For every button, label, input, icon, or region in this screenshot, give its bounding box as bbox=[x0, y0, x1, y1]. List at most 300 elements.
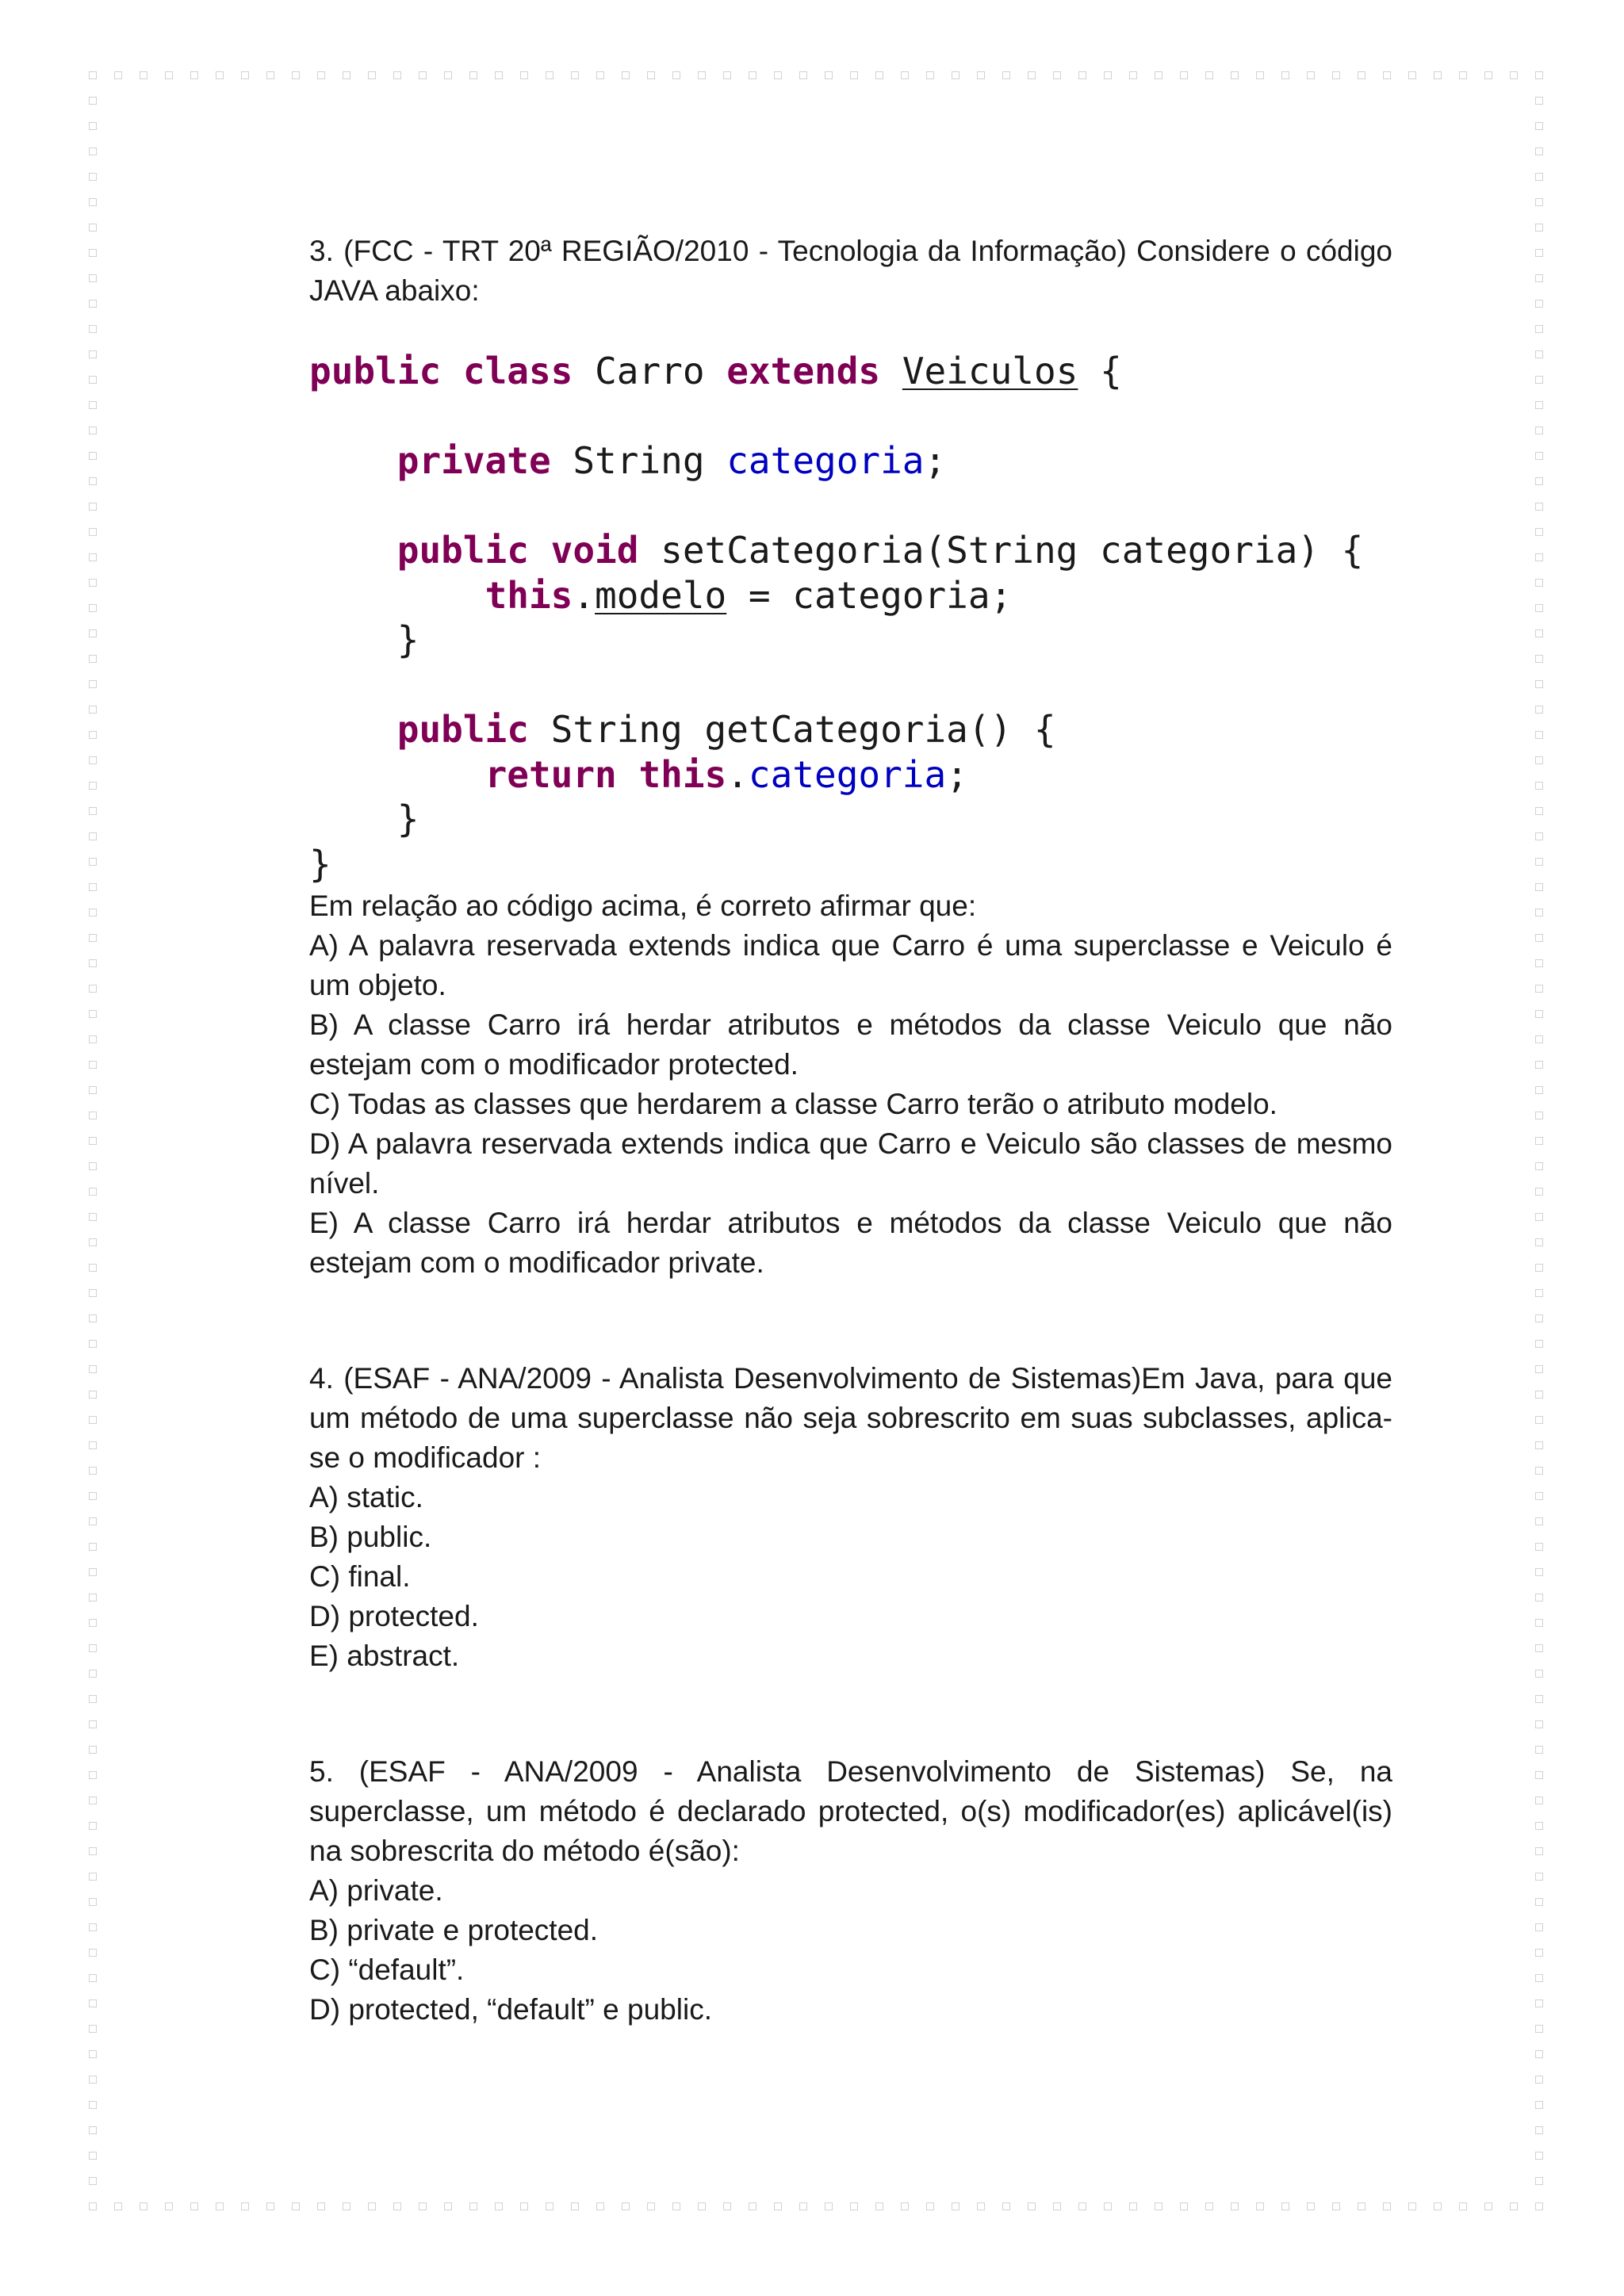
code-statement: = categoria; bbox=[726, 573, 1013, 617]
border-square bbox=[901, 2202, 909, 2210]
border-square bbox=[89, 1035, 97, 1043]
border-square bbox=[1535, 1213, 1543, 1221]
border-square bbox=[1205, 2202, 1213, 2210]
border-square bbox=[89, 427, 97, 434]
border-square bbox=[1535, 1340, 1543, 1348]
border-square bbox=[89, 1949, 97, 1957]
border-square bbox=[1231, 2202, 1239, 2210]
question-5-option-c: C) “default”. bbox=[309, 1954, 465, 1986]
border-square bbox=[89, 706, 97, 714]
border-square bbox=[1535, 1720, 1543, 1728]
border-square bbox=[1535, 629, 1543, 637]
border-square bbox=[1155, 71, 1162, 79]
border-square bbox=[1459, 71, 1467, 79]
border-square bbox=[1332, 2202, 1340, 2210]
code-punct: . bbox=[726, 752, 749, 796]
border-square bbox=[165, 2202, 173, 2210]
border-square bbox=[89, 452, 97, 460]
border-square bbox=[89, 401, 97, 409]
border-square bbox=[520, 2202, 528, 2210]
code-brace: } bbox=[396, 798, 419, 840]
question-4 bbox=[309, 1359, 1392, 1676]
border-square bbox=[1281, 71, 1289, 79]
border-square bbox=[1535, 858, 1543, 866]
border-square bbox=[1535, 2202, 1543, 2210]
border-square bbox=[1484, 2202, 1492, 2210]
border-square bbox=[1535, 832, 1543, 840]
border-square bbox=[1535, 325, 1543, 333]
code-punct: ; bbox=[924, 439, 947, 482]
border-square bbox=[749, 2202, 756, 2210]
border-square bbox=[89, 832, 97, 840]
border-square bbox=[89, 2076, 97, 2084]
border-square bbox=[1535, 1949, 1543, 1957]
border-square bbox=[1028, 2202, 1036, 2210]
border-square bbox=[647, 2202, 655, 2210]
border-square bbox=[89, 909, 97, 916]
border-square bbox=[89, 2101, 97, 2109]
border-square bbox=[89, 1517, 97, 1525]
border-square bbox=[89, 1492, 97, 1500]
spacer bbox=[309, 1676, 1392, 1752]
code-keyword: this bbox=[485, 573, 573, 617]
border-square bbox=[1535, 1999, 1543, 2007]
border-square bbox=[241, 2202, 249, 2210]
border-square bbox=[190, 2202, 198, 2210]
border-square bbox=[89, 2177, 97, 2185]
code-type: String bbox=[573, 439, 705, 482]
border-square bbox=[1535, 1188, 1543, 1196]
border-square bbox=[1535, 782, 1543, 790]
border-square bbox=[89, 1061, 97, 1069]
border-square bbox=[1256, 71, 1264, 79]
border-square bbox=[1408, 71, 1416, 79]
border-square bbox=[1383, 71, 1391, 79]
border-square bbox=[1535, 1264, 1543, 1272]
code-brace: { bbox=[1100, 350, 1122, 392]
border-square bbox=[1307, 2202, 1315, 2210]
border-square bbox=[622, 2202, 630, 2210]
border-square bbox=[190, 71, 198, 79]
border-square bbox=[1535, 1797, 1543, 1804]
border-square bbox=[1535, 1771, 1543, 1779]
border-square bbox=[1535, 706, 1543, 714]
border-square bbox=[1053, 71, 1061, 79]
border-square bbox=[1535, 807, 1543, 815]
border-square bbox=[1104, 71, 1112, 79]
border-square bbox=[520, 71, 528, 79]
border-square bbox=[89, 934, 97, 942]
border-square bbox=[89, 1594, 97, 1601]
border-square bbox=[266, 2202, 274, 2210]
border-square bbox=[89, 1797, 97, 1804]
code-field: categoria bbox=[726, 439, 925, 482]
border-square bbox=[89, 579, 97, 587]
border-square bbox=[140, 71, 147, 79]
question-4-option-c: C) final. bbox=[309, 1560, 411, 1593]
border-square bbox=[977, 71, 985, 79]
border-square bbox=[1535, 1822, 1543, 1830]
border-square bbox=[89, 97, 97, 105]
border-square bbox=[89, 122, 97, 130]
code-keyword: public bbox=[396, 708, 529, 751]
border-square bbox=[89, 1112, 97, 1119]
border-square bbox=[1332, 71, 1340, 79]
border-square bbox=[89, 1086, 97, 1094]
border-square bbox=[901, 71, 909, 79]
border-square bbox=[799, 71, 807, 79]
border-square bbox=[1535, 1847, 1543, 1855]
border-square bbox=[1002, 2202, 1010, 2210]
border-square bbox=[1510, 71, 1518, 79]
border-square bbox=[1535, 224, 1543, 232]
code-keyword: this bbox=[638, 752, 727, 796]
border-square bbox=[89, 1137, 97, 1145]
border-square bbox=[1535, 477, 1543, 485]
border-square bbox=[89, 1720, 97, 1728]
border-square bbox=[1205, 71, 1213, 79]
code-class-name: Carro bbox=[595, 350, 705, 392]
border-square bbox=[317, 71, 325, 79]
border-square bbox=[89, 325, 97, 333]
border-square bbox=[89, 2202, 97, 2210]
border-square bbox=[1535, 1238, 1543, 1246]
border-square bbox=[647, 71, 655, 79]
border-square bbox=[1535, 147, 1543, 155]
border-square bbox=[698, 71, 706, 79]
border-square bbox=[1535, 1061, 1543, 1069]
code-keyword: extends bbox=[726, 350, 881, 392]
border-square bbox=[1535, 1492, 1543, 1500]
border-square bbox=[977, 2202, 985, 2210]
border-square bbox=[89, 756, 97, 764]
code-field: modelo bbox=[595, 573, 727, 617]
border-square bbox=[850, 71, 858, 79]
border-square bbox=[672, 71, 680, 79]
border-square bbox=[1535, 71, 1543, 79]
border-square bbox=[1535, 934, 1543, 942]
border-square bbox=[89, 604, 97, 612]
border-square bbox=[89, 959, 97, 967]
border-square bbox=[89, 1898, 97, 1906]
code-keyword: void bbox=[550, 529, 639, 572]
border-square bbox=[1535, 1112, 1543, 1119]
border-square bbox=[89, 376, 97, 384]
question-5-option-d: D) protected, “default” e public. bbox=[309, 1993, 712, 2026]
border-square bbox=[1535, 1695, 1543, 1703]
border-square bbox=[89, 680, 97, 688]
border-square bbox=[89, 1467, 97, 1475]
border-square bbox=[89, 1264, 97, 1272]
border-square bbox=[1535, 1974, 1543, 1982]
border-square bbox=[1535, 1543, 1543, 1551]
border-square bbox=[698, 2202, 706, 2210]
border-square bbox=[419, 71, 427, 79]
border-square bbox=[1281, 2202, 1289, 2210]
border-square bbox=[89, 553, 97, 561]
border-square bbox=[875, 2202, 883, 2210]
border-square bbox=[89, 1188, 97, 1196]
border-square bbox=[1129, 2202, 1137, 2210]
border-square bbox=[1256, 2202, 1264, 2210]
border-square bbox=[672, 2202, 680, 2210]
border-square bbox=[1535, 1923, 1543, 1931]
border-square bbox=[1535, 122, 1543, 130]
code-method-signature: setCategoria(String categoria) { bbox=[661, 529, 1364, 572]
border-square bbox=[1231, 71, 1239, 79]
border-square bbox=[1535, 985, 1543, 993]
border-square bbox=[89, 2025, 97, 2033]
border-square bbox=[1535, 1365, 1543, 1373]
border-square bbox=[317, 2202, 325, 2210]
question-3-option-b: B) A classe Carro irá herdar atributos e métodos da classe Veiculo que não estejam com o modificador protected. bbox=[309, 1008, 1392, 1081]
border-square bbox=[1535, 1441, 1543, 1449]
border-square bbox=[89, 1999, 97, 2007]
border-square bbox=[1028, 71, 1036, 79]
border-square bbox=[1078, 71, 1086, 79]
border-square bbox=[1484, 71, 1492, 79]
border-square bbox=[1535, 883, 1543, 891]
border-square bbox=[1535, 680, 1543, 688]
border-square bbox=[571, 71, 579, 79]
border-square bbox=[89, 858, 97, 866]
border-square bbox=[368, 2202, 376, 2210]
border-square bbox=[1535, 300, 1543, 308]
border-square bbox=[444, 2202, 452, 2210]
border-square bbox=[1078, 2202, 1086, 2210]
border-square bbox=[89, 1568, 97, 1576]
border-square bbox=[292, 71, 300, 79]
spacer bbox=[309, 1283, 1392, 1359]
border-square bbox=[89, 503, 97, 511]
border-square bbox=[1535, 1391, 1543, 1399]
border-square bbox=[368, 71, 376, 79]
border-square bbox=[1104, 2202, 1112, 2210]
code-keyword: public bbox=[396, 529, 529, 572]
border-square bbox=[89, 731, 97, 739]
code-keyword: public bbox=[309, 350, 442, 392]
border-square bbox=[1535, 959, 1543, 967]
border-square bbox=[774, 71, 782, 79]
border-square bbox=[1408, 2202, 1416, 2210]
border-square bbox=[89, 1847, 97, 1855]
border-square bbox=[596, 71, 604, 79]
question-4-option-d: D) protected. bbox=[309, 1600, 479, 1632]
border-square bbox=[89, 1314, 97, 1322]
border-square bbox=[1535, 756, 1543, 764]
border-square bbox=[1535, 2050, 1543, 2058]
border-square bbox=[89, 198, 97, 206]
border-square bbox=[89, 477, 97, 485]
border-square bbox=[926, 71, 934, 79]
border-square bbox=[393, 71, 401, 79]
border-square bbox=[1180, 2202, 1188, 2210]
border-square bbox=[1180, 71, 1188, 79]
border-square bbox=[89, 782, 97, 790]
border-square bbox=[419, 2202, 427, 2210]
border-square bbox=[114, 71, 122, 79]
border-square bbox=[825, 2202, 833, 2210]
question-4-option-a: A) static. bbox=[309, 1481, 423, 1513]
border-square bbox=[216, 2202, 224, 2210]
border-square bbox=[165, 71, 173, 79]
question-5 bbox=[309, 1752, 1392, 2030]
border-square bbox=[469, 71, 477, 79]
border-square bbox=[89, 1923, 97, 1931]
java-code-block bbox=[309, 349, 1392, 886]
code-superclass-name: Veiculos bbox=[902, 350, 1078, 392]
border-square bbox=[89, 1238, 97, 1246]
border-square bbox=[393, 2202, 401, 2210]
border-square bbox=[1155, 2202, 1162, 2210]
border-square bbox=[1535, 2152, 1543, 2160]
question-3-option-e: E) A classe Carro irá herdar atributos e métodos da classe Veiculo que não estejam com o modificador private. bbox=[309, 1207, 1392, 1279]
border-square bbox=[89, 300, 97, 308]
border-square bbox=[89, 1391, 97, 1399]
code-keyword: private bbox=[396, 439, 551, 482]
border-square bbox=[89, 1162, 97, 1170]
border-square bbox=[723, 71, 731, 79]
border-square bbox=[89, 71, 97, 79]
border-square bbox=[89, 274, 97, 282]
border-square bbox=[444, 71, 452, 79]
border-square bbox=[216, 71, 224, 79]
border-square bbox=[89, 1974, 97, 1982]
border-square bbox=[241, 71, 249, 79]
border-square bbox=[1535, 2177, 1543, 2185]
border-square bbox=[1535, 173, 1543, 181]
border-square bbox=[89, 985, 97, 993]
border-square bbox=[952, 2202, 959, 2210]
border-square bbox=[1535, 452, 1543, 460]
question-5-option-a: A) private. bbox=[309, 1874, 443, 1907]
code-field: categoria bbox=[748, 752, 947, 796]
border-square bbox=[1535, 1137, 1543, 1145]
border-square bbox=[89, 883, 97, 891]
border-square bbox=[1535, 1314, 1543, 1322]
border-square bbox=[799, 2202, 807, 2210]
border-square bbox=[546, 71, 553, 79]
border-square bbox=[1535, 579, 1543, 587]
border-square bbox=[1535, 1162, 1543, 1170]
border-square bbox=[1434, 71, 1442, 79]
border-square bbox=[89, 350, 97, 358]
border-square bbox=[546, 2202, 553, 2210]
border-square bbox=[1535, 1670, 1543, 1678]
question-3-intro: 3. (FCC - TRT 20ª REGIÃO/2010 - Tecnologia da Informação) Considere o código JAVA abaixo: bbox=[309, 235, 1392, 307]
border-square bbox=[89, 629, 97, 637]
border-square bbox=[89, 1365, 97, 1373]
border-square bbox=[1535, 909, 1543, 916]
border-square bbox=[571, 2202, 579, 2210]
border-square bbox=[343, 71, 350, 79]
border-square bbox=[1535, 731, 1543, 739]
code-punct: ; bbox=[946, 752, 968, 796]
border-square bbox=[1535, 1086, 1543, 1094]
border-square bbox=[1535, 427, 1543, 434]
border-square bbox=[495, 2202, 503, 2210]
question-3-option-d: D) A palavra reservada extends indica que Carro e Veiculo são classes de mesmo nível. bbox=[309, 1127, 1392, 1200]
border-square bbox=[1535, 2126, 1543, 2134]
code-brace: } bbox=[309, 842, 331, 886]
code-brace: } bbox=[396, 618, 419, 661]
question-3-option-a: A) A palavra reservada extends indica que Carro é uma superclasse e Veiculo é um objeto. bbox=[309, 929, 1392, 1001]
border-square bbox=[622, 71, 630, 79]
border-square bbox=[1434, 2202, 1442, 2210]
question-3-option-c: C) Todas as classes que herdarem a classe Carro terão o atributo modelo. bbox=[309, 1088, 1277, 1120]
border-square bbox=[1535, 1010, 1543, 1018]
border-square bbox=[1535, 655, 1543, 663]
border-square bbox=[1358, 71, 1365, 79]
document-content bbox=[309, 232, 1392, 2030]
border-square bbox=[343, 2202, 350, 2210]
border-square bbox=[1535, 350, 1543, 358]
border-square bbox=[926, 2202, 934, 2210]
border-square bbox=[1535, 1568, 1543, 1576]
border-square bbox=[825, 71, 833, 79]
border-square bbox=[850, 2202, 858, 2210]
border-square bbox=[89, 1873, 97, 1881]
border-square bbox=[89, 1289, 97, 1297]
border-square bbox=[1358, 2202, 1365, 2210]
border-square bbox=[89, 1695, 97, 1703]
border-square bbox=[1459, 2202, 1467, 2210]
question-5-intro: 5. (ESAF - ANA/2009 - Analista Desenvolvimento de Sistemas) Se, na superclasse, um método é declarado protected, o(s) modificador(es) aplicável(is) na sobrescrita do método é(são): bbox=[309, 1755, 1392, 1867]
border-square bbox=[89, 1619, 97, 1627]
border-square bbox=[89, 1416, 97, 1424]
border-square bbox=[1053, 2202, 1061, 2210]
border-square bbox=[1535, 97, 1543, 105]
question-4-option-b: B) public. bbox=[309, 1521, 432, 1553]
border-square bbox=[89, 1213, 97, 1221]
border-square bbox=[89, 2050, 97, 2058]
code-punct: . bbox=[573, 573, 596, 617]
border-square bbox=[1535, 1416, 1543, 1424]
border-square bbox=[89, 1644, 97, 1652]
border-square bbox=[89, 2152, 97, 2160]
border-square bbox=[1535, 249, 1543, 257]
border-square bbox=[1383, 2202, 1391, 2210]
border-square bbox=[1535, 553, 1543, 561]
border-square bbox=[1535, 2025, 1543, 2033]
border-square bbox=[469, 2202, 477, 2210]
border-square bbox=[1535, 1746, 1543, 1754]
border-square bbox=[1535, 1594, 1543, 1601]
border-square bbox=[89, 249, 97, 257]
border-square bbox=[89, 1543, 97, 1551]
border-square bbox=[89, 807, 97, 815]
border-square bbox=[292, 2202, 300, 2210]
border-square bbox=[266, 71, 274, 79]
border-square bbox=[1535, 503, 1543, 511]
border-square bbox=[875, 71, 883, 79]
border-square bbox=[1535, 1517, 1543, 1525]
question-5-option-b: B) private e protected. bbox=[309, 1914, 599, 1946]
border-square bbox=[774, 2202, 782, 2210]
border-square bbox=[1535, 2101, 1543, 2109]
border-square bbox=[1535, 1873, 1543, 1881]
border-square bbox=[1307, 71, 1315, 79]
code-keyword: return bbox=[485, 752, 617, 796]
border-square bbox=[1535, 1467, 1543, 1475]
question-3-stem: Em relação ao código acima, é correto afirmar que: bbox=[309, 890, 977, 922]
border-square bbox=[1535, 528, 1543, 536]
border-square bbox=[596, 2202, 604, 2210]
border-square bbox=[1535, 1898, 1543, 1906]
border-square bbox=[89, 528, 97, 536]
border-square bbox=[89, 1771, 97, 1779]
border-square bbox=[1535, 1619, 1543, 1627]
